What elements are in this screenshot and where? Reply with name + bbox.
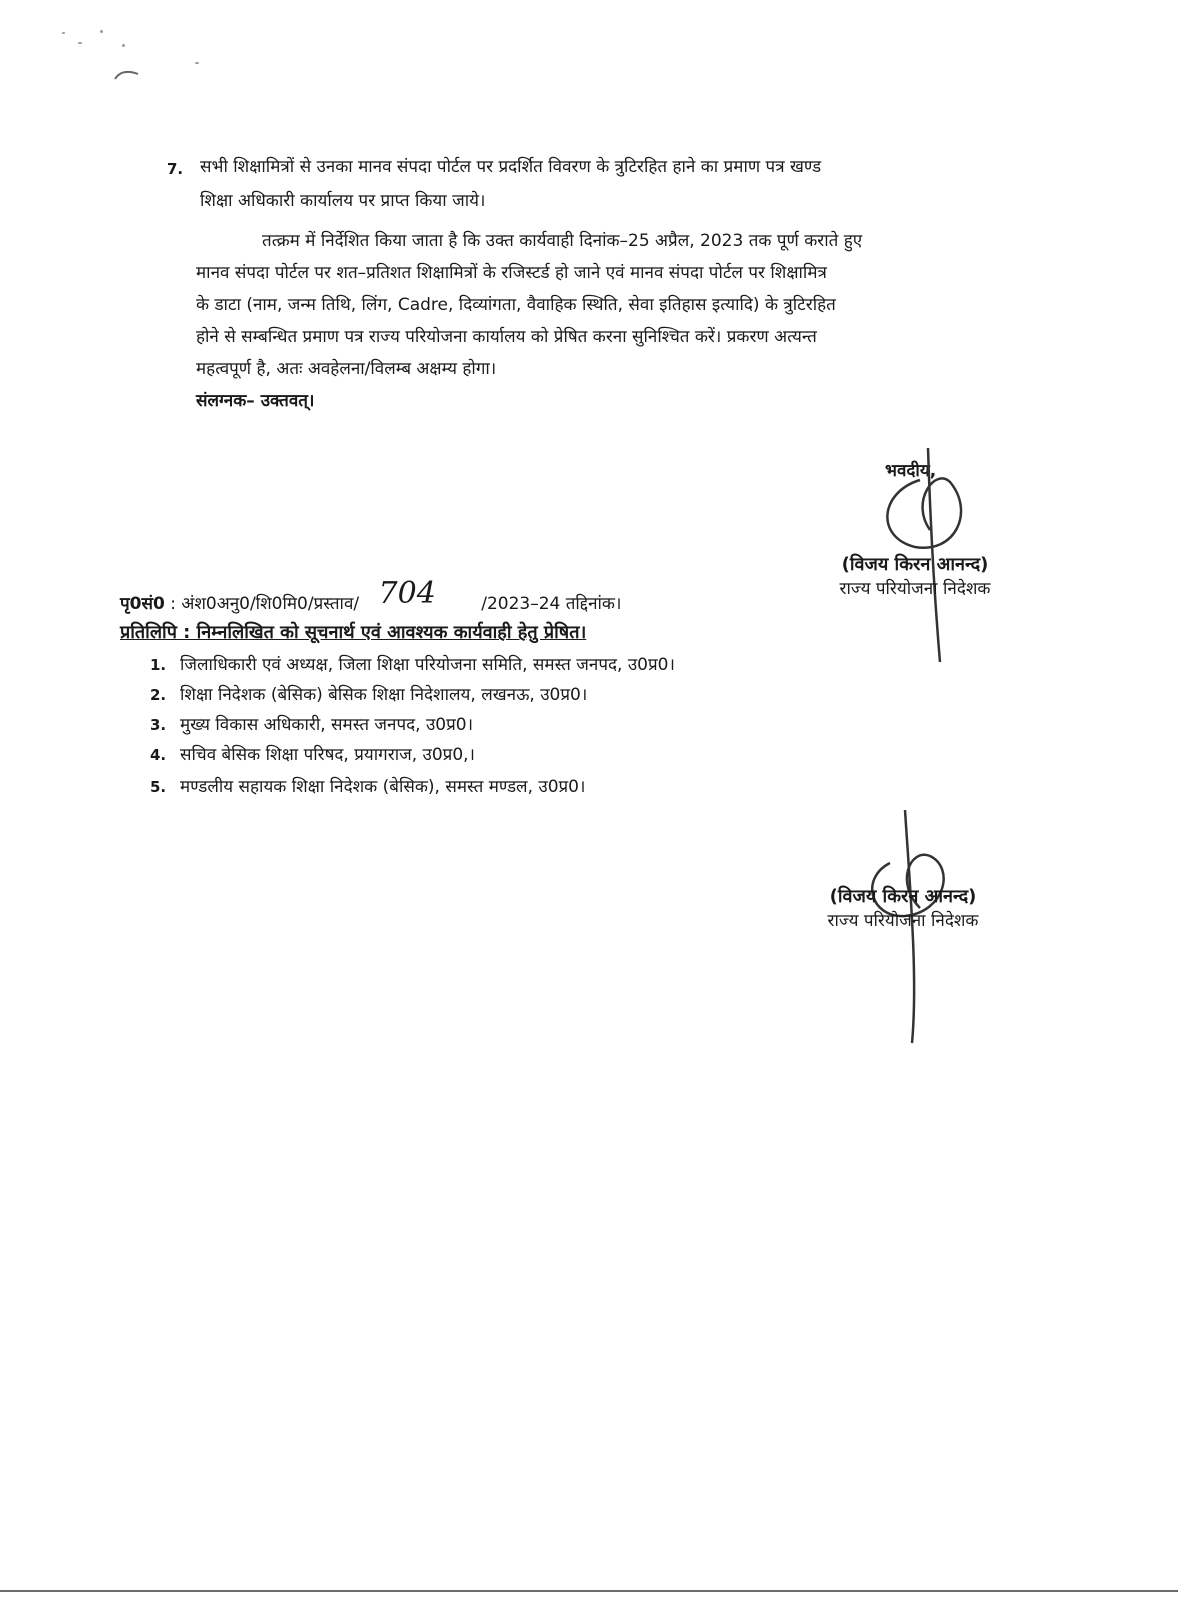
list-item-text: जिलाधिकारी एवं अध्यक्ष, जिला शिक्षा परियोजना समिति, समस्त जनपद, उ0प्र0। [180, 655, 675, 675]
signature-2 [778, 884, 1028, 931]
scan-mark [112, 66, 142, 82]
copy-heading: प्रतिलिपि : निम्नलिखित को सूचनार्थ एवं आवश्यक कार्यवाही हेतु प्रेषित। [120, 622, 587, 643]
instruction-line-2: मानव संपदा पोर्टल पर शत–प्रतिशत शिक्षामित्रों के रजिस्टर्ड हो जाने एवं मानव संपदा पोर्टल पर शिक्षामित्र [196, 263, 827, 283]
list-item-number: 5. [150, 778, 167, 796]
scan-speck [122, 44, 125, 47]
list-item-number: 3. [150, 716, 167, 734]
point-7-line-1: सभी शिक्षामित्रों से उनका मानव संपदा पोर्टल पर प्रदर्शित विवरण के त्रुटिरहित हाने का प्रमाण पत्र खण्ड [200, 157, 822, 177]
list-item [150, 682, 587, 705]
scan-speck [195, 62, 199, 64]
signatory-designation: राज्य परियोजना निदेशक [839, 579, 991, 599]
enclosure-note: संलग्नक– उक्तवत्। [196, 391, 315, 411]
page-bottom-rule [0, 1590, 1178, 1592]
scan-speck [62, 32, 65, 34]
list-item [150, 712, 473, 735]
instruction-line-3: के डाटा (नाम, जन्म तिथि, लिंग, Cadre, दिव्यांगता, वैवाहिक स्थिति, सेवा इतिहास इत्यादि) के त्रुटिरहित [196, 295, 836, 315]
list-item-number: 4. [150, 746, 167, 764]
list-item-number: 2. [150, 686, 167, 704]
list-item-number: 1. [150, 656, 167, 674]
scan-speck [78, 42, 82, 44]
list-item-text: शिक्षा निदेशक (बेसिक) बेसिक शिक्षा निदेशालय, लखनऊ, उ0प्र0। [180, 685, 588, 705]
list-item-text: मुख्य विकास अधिकारी, समस्त जनपद, उ0प्र0। [180, 715, 474, 735]
reference-line [120, 576, 622, 617]
reference-prefix: पृ0सं0 [120, 594, 165, 614]
signatory-name: (विजय किरन आनन्द) [841, 554, 989, 575]
list-item [150, 742, 475, 765]
salutation: भवदीय, [885, 461, 937, 481]
point-7-line-2: शिक्षा अधिकारी कार्यालय पर प्राप्त किया जाये। [200, 191, 486, 211]
instruction-line-5: महत्वपूर्ण है, अतः अवहेलना/विलम्ब अक्षम्य होगा। [196, 359, 497, 379]
list-item [150, 774, 585, 797]
signatory-designation: राज्य परियोजना निदेशक [827, 911, 979, 931]
scan-speck [100, 30, 103, 33]
handwritten-number: 704 [378, 576, 436, 611]
signatory-name: (विजय किरन आनन्द) [829, 886, 977, 907]
list-item-text: सचिव बेसिक शिक्षा परिषद, प्रयागराज, उ0प्र0,। [180, 745, 475, 765]
reference-text: : अंश0अनु0/शि0मि0/प्रस्ताव/ [170, 594, 360, 614]
signature-1 [790, 552, 1040, 599]
list-item-text: मण्डलीय सहायक शिक्षा निदेशक (बेसिक), समस्त मण्डल, उ0प्र0। [180, 777, 586, 797]
point-number: 7. [167, 160, 184, 178]
instruction-line-1: तत्क्रम में निर्देशित किया जाता है कि उक्त कार्यवाही दिनांक–25 अप्रैल, 2023 तक पूर्ण कराते हुए [262, 231, 863, 251]
instruction-line-4: होने से सम्बन्धित प्रमाण पत्र राज्य परियोजना कार्यालय को प्रेषित करना सुनिश्चित करें। प्रकरण अत्यन्त [196, 327, 817, 347]
reference-suffix: /2023–24 तद्दिनांक। [481, 594, 622, 614]
list-item [150, 652, 675, 675]
